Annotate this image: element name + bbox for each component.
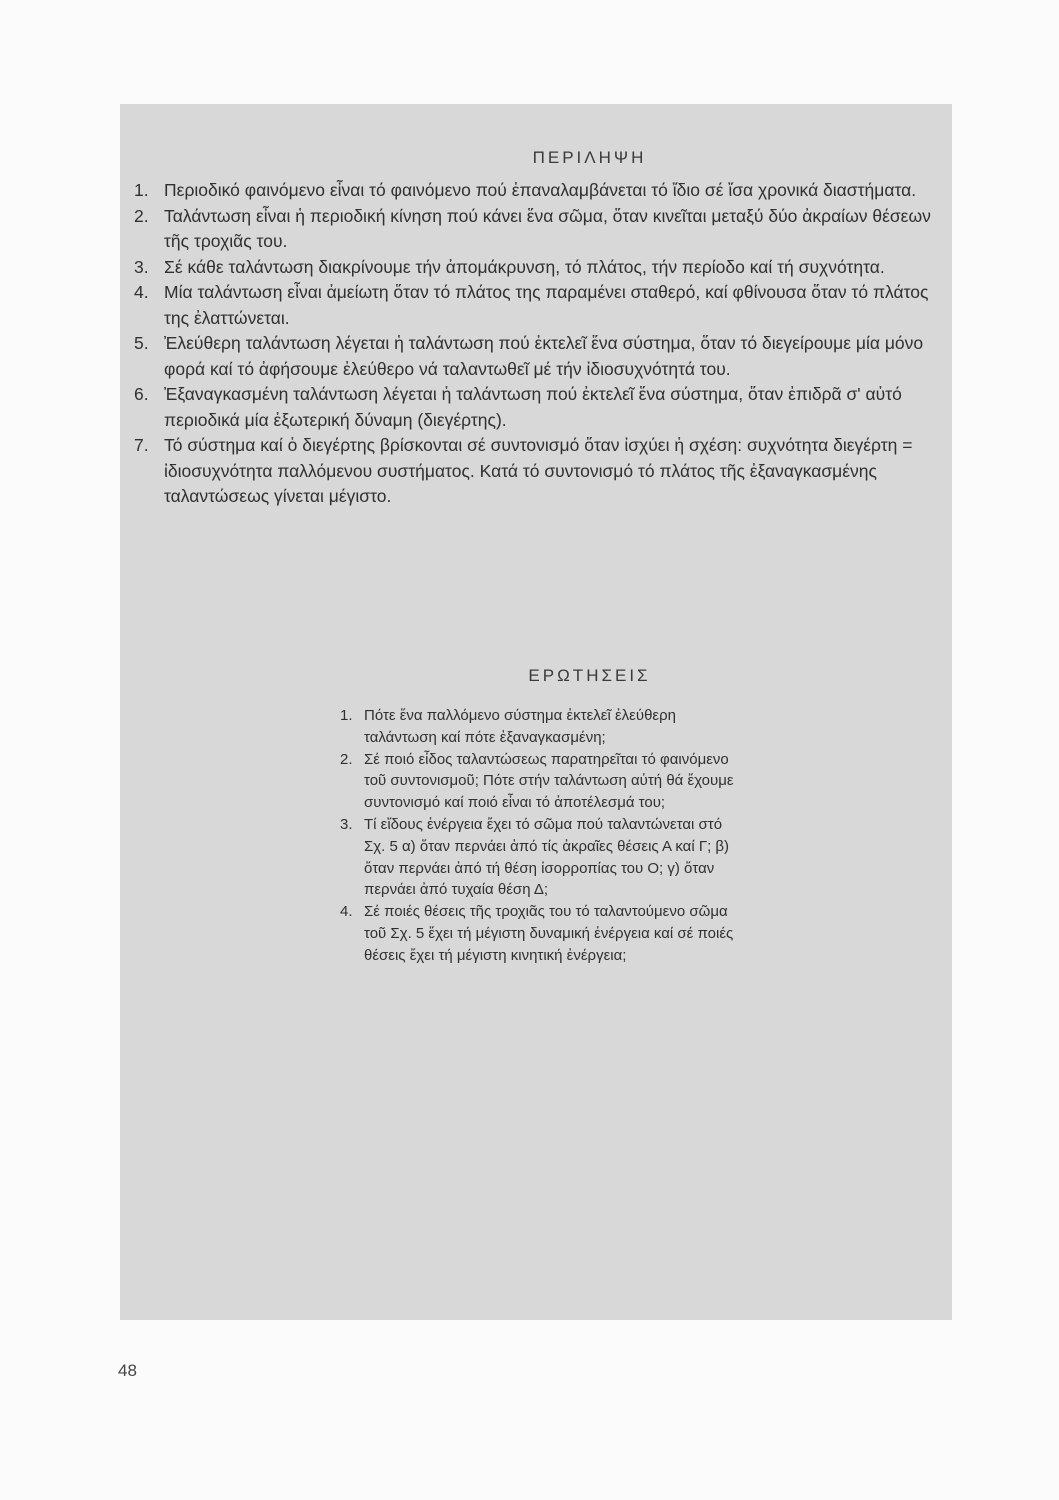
summary-item <box>134 280 946 331</box>
summary-item-number: 6. <box>134 384 149 404</box>
summary-item-number: 1. <box>134 180 149 200</box>
summary-item <box>134 433 946 510</box>
summary-item-text: Ταλάντωση εἶναι ἡ περιοδική κίνηση πού κάνει ἕνα σῶμα, ὅταν κινεῖται μεταξύ δύο ἀκραίων θέσεων τῆς τροχιᾶς του. <box>164 205 931 251</box>
summary-item-number: 2. <box>134 205 149 226</box>
question-text: Σέ ποιές θέσεις τῆς τροχιᾶς του τό ταλαντούμενο σῶμα τοῦ Σχ. 5 ἔχει τή μέγιστη δυναμική ἐνέργεια καί σέ ποιές θέσεις ἔχει τή μέγιστη κινητική ἐνέργεια; <box>364 903 734 964</box>
summary-item-text: Τό σύστημα καί ὁ διεγέρτης βρίσκονται σέ συντονισμό ὅταν ἰσχύει ἡ σχέση: συχνότητα διεγέρτη = ἰδιοσυχνότητα παλλόμενου συστήματος. Κατά τό συντονισμό τό πλάτος τῆς ἐξαναγκασμένης ταλαντώσεως γίνεται μέγιστο. <box>164 435 913 506</box>
summary-heading: ΠΕΡΙΛΗΨΗ <box>532 148 647 167</box>
summary-item-text: Περιοδικό φαινόμενο εἶναι τό φαινόμενο πού ἐπαναλαμβάνεται τό ἴδιο σέ ἴσα χρονικά διαστήματα. <box>164 180 917 200</box>
questions-heading: ΕΡΩΤΗΣΕΙΣ <box>528 666 651 685</box>
summary-item <box>134 382 946 433</box>
question-number: 4. <box>340 903 353 921</box>
question-item <box>340 901 740 966</box>
summary-item-text: Ἐξαναγκασμένη ταλάντωση λέγεται ἡ ταλάντωση πού ἐκτελεῖ ἕνα σύστημα, ὅταν ἐπιδρᾶ σ' αὐτό περιοδικά μία ἐξωτερική δύναμη (διεγέρτης). <box>164 384 902 430</box>
summary-item <box>134 178 946 204</box>
question-item <box>340 749 740 814</box>
summary-item <box>134 255 946 281</box>
summary-item-text: Ἐλεύθερη ταλάντωση λέγεται ἡ ταλάντωση πού ἐκτελεῖ ἕνα σύστημα, ὅταν τό διεγείρουμε μία μόνο φορά καί τό ἀφήσουμε ἐλεύθερο νά ταλαντωθεῖ μέ τήν ἰδιοσυχνότητά του. <box>164 333 924 379</box>
summary-item-number: 7. <box>134 435 149 455</box>
question-text: Πότε ἕνα παλλόμενο σύστημα ἐκτελεῖ ἐλεύθερη ταλάντωση καί πότε ἐξαναγκασμένη; <box>364 707 676 746</box>
question-item <box>340 705 740 749</box>
summary-item-number: 4. <box>134 282 149 302</box>
questions-list <box>340 705 740 967</box>
page-number: 48 <box>118 1361 137 1380</box>
summary-list <box>134 178 946 510</box>
summary-item-text: Σέ κάθε ταλάντωση διακρίνουμε τήν ἀπομάκρυνση, τό πλάτος, τήν περίοδο καί τή συχνότητα. <box>164 256 885 277</box>
question-number: 2. <box>340 750 353 768</box>
summary-item <box>134 331 946 382</box>
question-number: 3. <box>340 815 353 833</box>
summary-item-text: Μία ταλάντωση εἶναι ἀμείωτη ὅταν τό πλάτος της παραμένει σταθερό, καί φθίνουσα ὅταν τό πλάτος της ἐλαττώνεται. <box>164 282 929 328</box>
summary-item-number: 5. <box>134 333 149 353</box>
question-text: Σέ ποιό εἶδος ταλαντώσεως παρατηρεῖται τό φαινόμενο τοῦ συντονισμοῦ; Πότε στήν ταλάντωση αὐτή θά ἔχουμε συντονισμό καί ποιό εἶναι τό ἀποτέλεσμά του; <box>364 750 734 812</box>
summary-item <box>134 204 946 255</box>
question-number: 1. <box>340 707 353 724</box>
summary-item-number: 3. <box>134 256 149 277</box>
question-item <box>340 814 740 901</box>
question-text: Τί εἴδους ἐνέργεια ἔχει τό σῶμα πού ταλαντώνεται στό Σχ. 5 α) ὅταν περνάει ἀπό τίς ἀκραῖες θέσεις Α καί Γ; β) ὅταν περνάει ἀπό τή θέση ἰσορροπίας του Ο; γ) ὅταν περνάει ἀπό τυχαία θέση Δ; <box>364 815 730 899</box>
